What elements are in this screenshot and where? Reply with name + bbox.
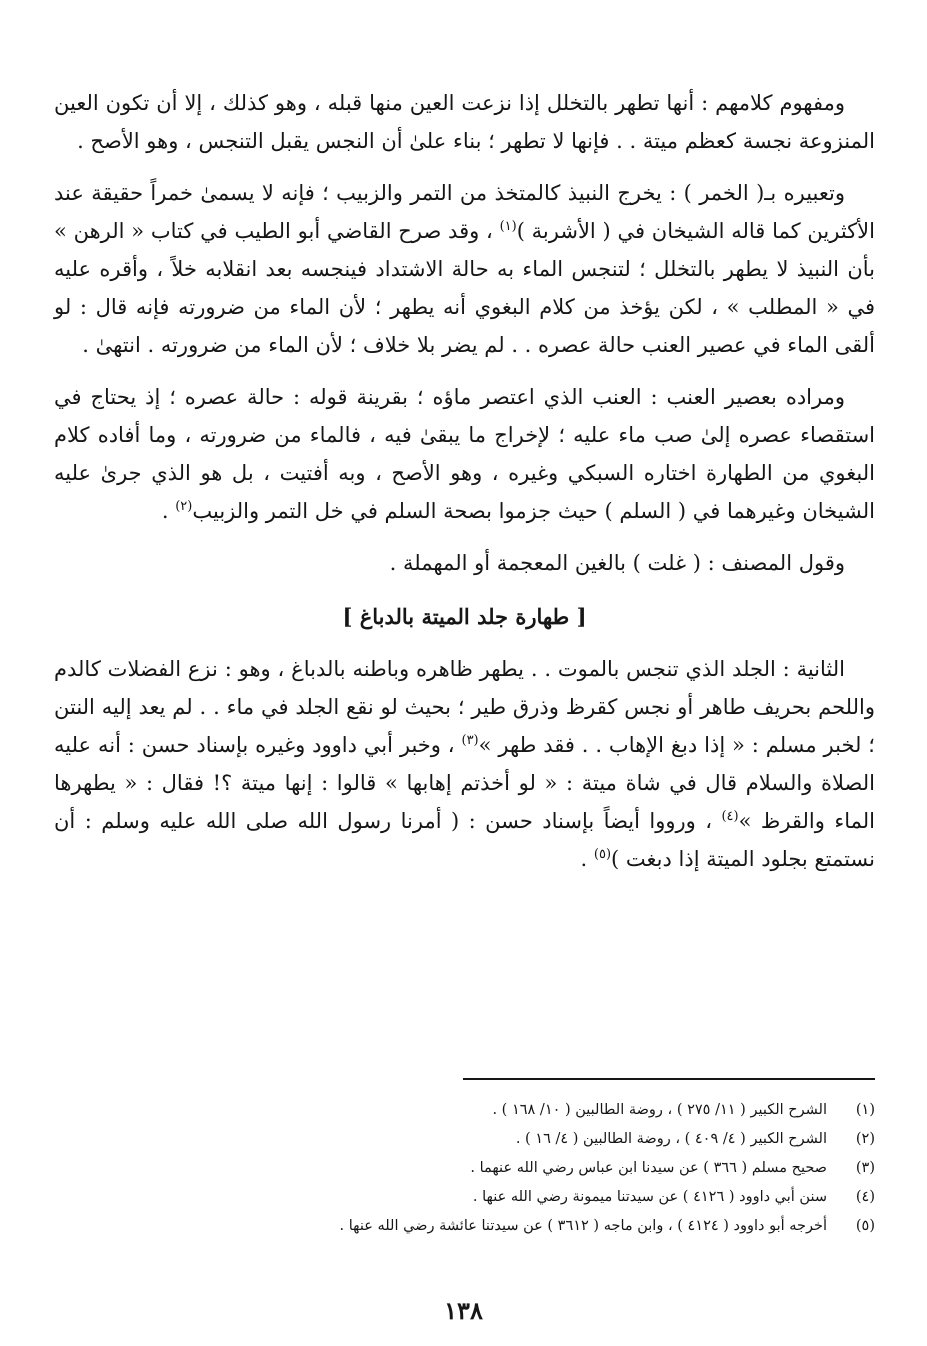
footnote-ref-4[interactable]: (٤): [721, 809, 739, 824]
paragraph-2-text-b: ، وقد صرح القاضي أبو الطيب في كتاب « الرهن » بأن النبيذ لا يطهر بالتخلل ؛ لتنجس الماء به حالة الاشتداد فينجسه بعد انقلابه خلاً ، وأقره عليه في « المطلب » ، لكن يؤخذ من كلام البغوي أنه يطهر ؛ لأن الماء من ضرورته فإنه قال : لو ألقى الماء في عصير العنب حالة عصره . . لم يضر بلا خلاف ؛ لأن الماء من ضرورته . انتهىٰ .: [54, 219, 875, 357]
footnote-number: (٢): [855, 1131, 875, 1147]
footnote-item: [54, 1212, 875, 1241]
footnote-number: (٤): [855, 1189, 875, 1205]
footnote-text: سنن أبي داوود ( ٤١٢٦ ) عن سيدتنا ميمونة رضي الله عنها .: [472, 1189, 827, 1205]
footnote-text: الشرح الكبير ( ٤/ ٤٠٩ ) ، روضة الطالبين ( ٤/ ١٦ ) .: [515, 1131, 827, 1147]
footnote-text: صحيح مسلم ( ٣٦٦ ) عن سيدنا ابن عباس رضي الله عنهما .: [470, 1160, 827, 1176]
paragraph-3-text-a: ومراده بعصير العنب : العنب الذي اعتصر ماؤه ؛ بقرينة قوله : حالة عصره ؛ إذ يحتاج في استقصاء عصره إلىٰ صب ماء عليه ؛ لإخراج ما يبقىٰ فيه ، فالماء من ضرورته ، وما أفاده كلام البغوي من الطهارة اختاره السبكي وغيره ، وهو الأصح ، وبه أفتيت ، بل هو الذي جرىٰ عليه الشيخان وغيرهما في ( السلم ) حيث جزموا بصحة السلم في خل التمر والزبيب: [54, 385, 875, 523]
paragraph-5-text-d: .: [580, 847, 594, 871]
paragraph-5-text-c: ، ورووا أيضاً بإسناد حسن : ( أمرنا رسول الله صلى الله عليه وسلم : أن نستمتع بجلود الميتة إذا دبغت ): [54, 809, 875, 871]
paragraph-5-text-a: الثانية : الجلد الذي تنجس بالموت . . يطهر ظاهره وباطنه بالدباغ ، وهو : نزع الفضلات كالدم واللحم بحريف طاهر أو نجس كقرظ وذرق طير ؛ بحيث لو نقع الجلد في ماء . . لم يعد إليه النتن ؛ لخبر مسلم : « إذا دبغ الإهاب . . فقد طهر »: [54, 657, 875, 757]
footnote-item: [54, 1125, 875, 1154]
paragraph-1-text: ومفهوم كلامهم : أنها تطهر بالتخلل إذا نزعت العين منها قبله ، وهو كذلك ، إلا أن تكون العين المنزوعة نجسة كعظم ميتة . . فإنها لا تطهر ؛ بناء علىٰ أن النجس يقبل التنجس ، وهو الأصح .: [54, 91, 875, 153]
paragraph-2: [54, 174, 875, 364]
paragraph-1: [54, 84, 875, 160]
paragraph-4: [54, 544, 875, 582]
footnote-item: [54, 1183, 875, 1212]
paragraph-5: [54, 650, 875, 878]
footnote-separator: [463, 1078, 875, 1080]
paragraph-4-text: وقول المصنف : ( غلت ) بالغين المعجمة أو المهملة .: [389, 551, 845, 575]
footnotes: [54, 1096, 875, 1241]
paragraph-2-text-a: وتعبيره بـ( الخمر ) : يخرج النبيذ كالمتخذ من التمر والزبيب ؛ فإنه لا يسمىٰ خمراً حقيقة عند الأكثرين كما قاله الشيخان في ( الأشربة ): [54, 181, 875, 243]
paragraph-3: [54, 378, 875, 530]
section-heading: [ طهارة جلد الميتة بالدباغ ]: [342, 604, 587, 629]
footnote-item: [54, 1096, 875, 1125]
footnote-text: أخرجه أبو داوود ( ٤١٢٤ ) ، وابن ماجه ( ٣٦١٢ ) عن سيدتنا عائشة رضي الله عنها .: [339, 1218, 827, 1234]
footnote-ref-2[interactable]: (٢): [175, 499, 193, 514]
paragraph-5-text-b: ، وخبر أبي داوود وغيره بإسناد حسن : أنه عليه الصلاة والسلام قال في شاة ميتة : « لو أخذتم إهابها » قالوا : إنها ميتة ؟! فقال : « يطهرها الماء والقرظ »: [54, 733, 875, 833]
footnote-number: (٥): [855, 1218, 875, 1234]
footnote-number: (٣): [855, 1160, 875, 1176]
footnote-ref-3[interactable]: (٣): [461, 733, 479, 748]
footnote-ref-5[interactable]: (٥): [593, 847, 612, 862]
footnote-item: [54, 1154, 875, 1183]
footnote-ref-1[interactable]: (١): [499, 219, 517, 234]
page-number: ١٣٨: [444, 1296, 483, 1325]
footnote-text: الشرح الكبير ( ١١/ ٢٧٥ ) ، روضة الطالبين ( ١٠/ ١٦٨ ) .: [492, 1102, 827, 1118]
footnote-number: (١): [855, 1102, 875, 1118]
paragraph-3-text-b: .: [161, 499, 176, 523]
